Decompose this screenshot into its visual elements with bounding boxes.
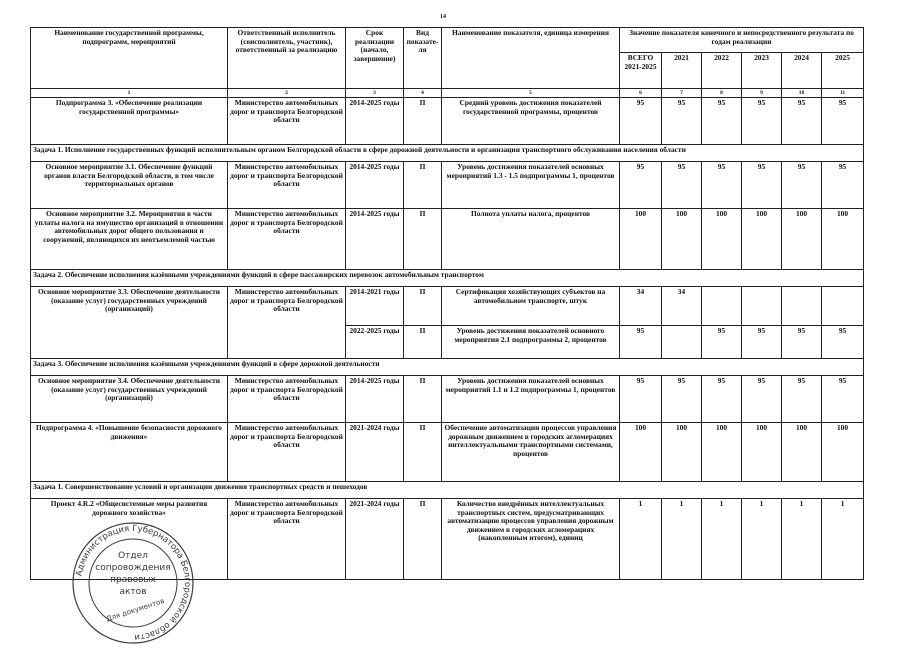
column-number: 5: [442, 89, 620, 98]
header-indicator: Наименование показателя, единица измерения: [442, 28, 620, 89]
year-value-cell: 100: [742, 209, 782, 270]
indicator-cell: Уровень достижения показателей основных мероприятий 1.3 - 1.5 подпрограммы 1, процентов: [442, 162, 620, 209]
year-value-cell: 95: [742, 376, 782, 423]
executor-cell: Министерство автомобильных дорог и транспорта Белгородской области: [228, 287, 346, 359]
term-cell: 2014-2025 годы: [346, 376, 404, 423]
table-row: [31, 209, 864, 270]
term-cell: 2014-2025 годы: [346, 162, 404, 209]
year-value-cell: 100: [742, 423, 782, 482]
column-number: 8: [702, 89, 742, 98]
year-value-cell: [822, 287, 864, 326]
year-value-cell: 95: [782, 326, 822, 359]
indicators-table: [30, 27, 864, 580]
table-row: [31, 162, 864, 209]
column-number: 11: [822, 89, 864, 98]
kind-cell: П: [404, 209, 442, 270]
year-value-cell: 100: [662, 209, 702, 270]
column-number: 2: [228, 89, 346, 98]
column-numbers-row: [31, 89, 864, 98]
indicator-cell: Полнота уплаты налога, процентов: [442, 209, 620, 270]
task-title: Задача 1. Совершенствование условий и организации движения транспортных средств и пешеходов: [31, 482, 864, 499]
year-value-cell: 100: [822, 423, 864, 482]
total-value-cell: 100: [620, 209, 662, 270]
year-value-cell: 95: [662, 162, 702, 209]
total-value-cell: 95: [620, 98, 662, 145]
year-value-cell: 100: [702, 209, 742, 270]
program-name-cell: Проект 4.R.2 «Общесистемные меры развития дорожного хозяйства»: [31, 499, 228, 580]
term-cell: 2014-2021 годы: [346, 287, 404, 326]
column-number: 4: [404, 89, 442, 98]
executor-cell: Министерство автомобильных дорог и транспорта Белгородской области: [228, 499, 346, 580]
header-executor: Ответственный исполнитель (соисполнитель, участник), ответственный за реализацию: [228, 28, 346, 89]
kind-cell: П: [404, 499, 442, 580]
year-value-cell: 95: [742, 98, 782, 145]
total-value-cell: 1: [620, 499, 662, 580]
task-row: [31, 270, 864, 287]
year-value-cell: 95: [822, 326, 864, 359]
year-value-cell: 34: [662, 287, 702, 326]
indicator-cell: Количество внедрённых интеллектуальных транспортных систем, предусматривающих автоматизацию процессов управления дорожным движением в городских агломерациях (накопленным итогом), единиц: [442, 499, 620, 580]
program-name-cell: Основное мероприятие 3.4. Обеспечение деятельности (оказание услуг) государственных учреждений (организаций): [31, 376, 228, 423]
year-value-cell: 100: [782, 209, 822, 270]
stamp-center-line: Отдел: [118, 551, 148, 561]
kind-cell: П: [404, 423, 442, 482]
total-value-cell: 95: [620, 326, 662, 359]
total-value-cell: 100: [620, 423, 662, 482]
year-value-cell: [742, 287, 782, 326]
column-number: 6: [620, 89, 662, 98]
kind-cell: П: [404, 326, 442, 359]
year-value-cell: 100: [822, 209, 864, 270]
task-row: [31, 359, 864, 376]
indicator-cell: Обеспечение автоматизации процессов управления дорожным движением в городских агломерациях интеллектуальными транспортными системами, процентов: [442, 423, 620, 482]
indicator-cell: Сертификация хозяйствующих субъектов на автомобильном транспорте, штук: [442, 287, 620, 326]
term-cell: 2014-2025 годы: [346, 98, 404, 145]
year-value-cell: 95: [662, 98, 702, 145]
stamp-center-line: правовых: [110, 575, 156, 585]
executor-cell: Министерство автомобильных дорог и транспорта Белгородской области: [228, 209, 346, 270]
program-name-cell: Основное мероприятие 3.3. Обеспечение деятельности (оказание услуг) государственных учреждений (организаций): [31, 287, 228, 359]
year-value-cell: 95: [782, 376, 822, 423]
program-name-cell: Подпрограмма 4. «Повышение безопасности дорожного движения»: [31, 423, 228, 482]
kind-cell: П: [404, 287, 442, 326]
table-row: [31, 98, 864, 145]
year-value-cell: 95: [782, 98, 822, 145]
column-number: 9: [742, 89, 782, 98]
program-name-cell: Основное мероприятие 3.1. Обеспечение функций органов власти Белгородской области, в том числе территориальных органов: [31, 162, 228, 209]
stamp-center-line: актов: [119, 587, 147, 597]
year-value-cell: 1: [782, 499, 822, 580]
header-values: Значение показателя конечного и непосредственного результата по годам реализации: [620, 28, 864, 53]
year-value-cell: 1: [702, 499, 742, 580]
header-total: ВСЕГО 2021-2025: [620, 53, 662, 89]
year-value-cell: 95: [702, 98, 742, 145]
column-number: 10: [782, 89, 822, 98]
task-title: Задача 2. Обеспечение исполнения казёнными учреждениями функций в сфере пассажирских перевозок автомобильным транспортом: [31, 270, 864, 287]
executor-cell: Министерство автомобильных дорог и транспорта Белгородской области: [228, 423, 346, 482]
year-value-cell: 95: [662, 376, 702, 423]
executor-cell: Министерство автомобильных дорог и транспорта Белгородской области: [228, 162, 346, 209]
task-title: Задача 3. Обеспечение исполнения казёнными учреждениями функций в сфере дорожной деятельности: [31, 359, 864, 376]
column-number: 1: [31, 89, 228, 98]
term-cell: 2021-2024 годы: [346, 499, 404, 580]
table-row: [31, 376, 864, 423]
table-row: [31, 287, 864, 326]
term-cell: 2021-2024 годы: [346, 423, 404, 482]
kind-cell: П: [404, 376, 442, 423]
kind-cell: П: [404, 98, 442, 145]
total-value-cell: 95: [620, 376, 662, 423]
column-number: 7: [662, 89, 702, 98]
executor-cell: Министерство автомобильных дорог и транспорта Белгородской области: [228, 98, 346, 145]
year-value-cell: 1: [662, 499, 702, 580]
stamp-center-line: сопровождения: [95, 563, 171, 573]
header-year: 2023: [742, 53, 782, 89]
year-value-cell: 1: [822, 499, 864, 580]
header-year: 2024: [782, 53, 822, 89]
year-value-cell: 95: [702, 326, 742, 359]
header-term: Срок реализации (начало, завершение): [346, 28, 404, 89]
year-value-cell: 95: [822, 376, 864, 423]
kind-cell: П: [404, 162, 442, 209]
year-value-cell: 100: [662, 423, 702, 482]
year-value-cell: [662, 326, 702, 359]
year-value-cell: [782, 287, 822, 326]
stamp-ring-text: Администрация Губернатора Белгородской области: [74, 523, 193, 643]
task-row: [31, 145, 864, 162]
task-title: Задача 1. Исполнение государственных функций исполнительным органом Белгородской области в сфере дорожной деятельности и организации транспортного обслуживания населения области: [31, 145, 864, 162]
header-year: 2025: [822, 53, 864, 89]
total-value-cell: 95: [620, 162, 662, 209]
year-value-cell: 95: [822, 162, 864, 209]
task-row: [31, 482, 864, 499]
column-number: 3: [346, 89, 404, 98]
term-cell: 2014-2025 годы: [346, 209, 404, 270]
indicator-cell: Уровень достижения показателей основных мероприятий 1.1 и 1.2 подпрограммы 1, процентов: [442, 376, 620, 423]
indicator-cell: Уровень достижения показателей основного мероприятия 2.1 подпрограммы 2, процентов: [442, 326, 620, 359]
year-value-cell: 100: [782, 423, 822, 482]
table-row: [31, 423, 864, 482]
term-cell: 2022-2025 годы: [346, 326, 404, 359]
program-name-cell: Основное мероприятие 3.2. Мероприятия в части уплаты налога на имущество организаций в отношении автомобильных дорог общего пользования и сооружений, являющихся их неотъемлемой частью: [31, 209, 228, 270]
official-stamp: [68, 518, 198, 648]
year-value-cell: 95: [782, 162, 822, 209]
header-year: 2021: [662, 53, 702, 89]
program-name-cell: Подпрограмма 3. «Обеспечение реализации государственной программы»: [31, 98, 228, 145]
page-number: 14: [440, 14, 446, 20]
indicator-cell: Средний уровень достижения показателей государственной программы, процентов: [442, 98, 620, 145]
executor-cell: Министерство автомобильных дорог и транспорта Белгородской области: [228, 376, 346, 423]
year-value-cell: 1: [742, 499, 782, 580]
year-value-cell: [702, 287, 742, 326]
header-program-name: Наименование государственной программы, подпрограмм, мероприятий: [31, 28, 228, 89]
header-year: 2022: [702, 53, 742, 89]
total-value-cell: 34: [620, 287, 662, 326]
year-value-cell: 95: [742, 162, 782, 209]
year-value-cell: 95: [742, 326, 782, 359]
header-kind: Вид показате-ля: [404, 28, 442, 89]
year-value-cell: 95: [702, 376, 742, 423]
table-header-row: [31, 28, 864, 53]
year-value-cell: 95: [822, 98, 864, 145]
year-value-cell: 95: [702, 162, 742, 209]
stamp-bottom-text: Для документов: [105, 596, 166, 624]
year-value-cell: 100: [702, 423, 742, 482]
